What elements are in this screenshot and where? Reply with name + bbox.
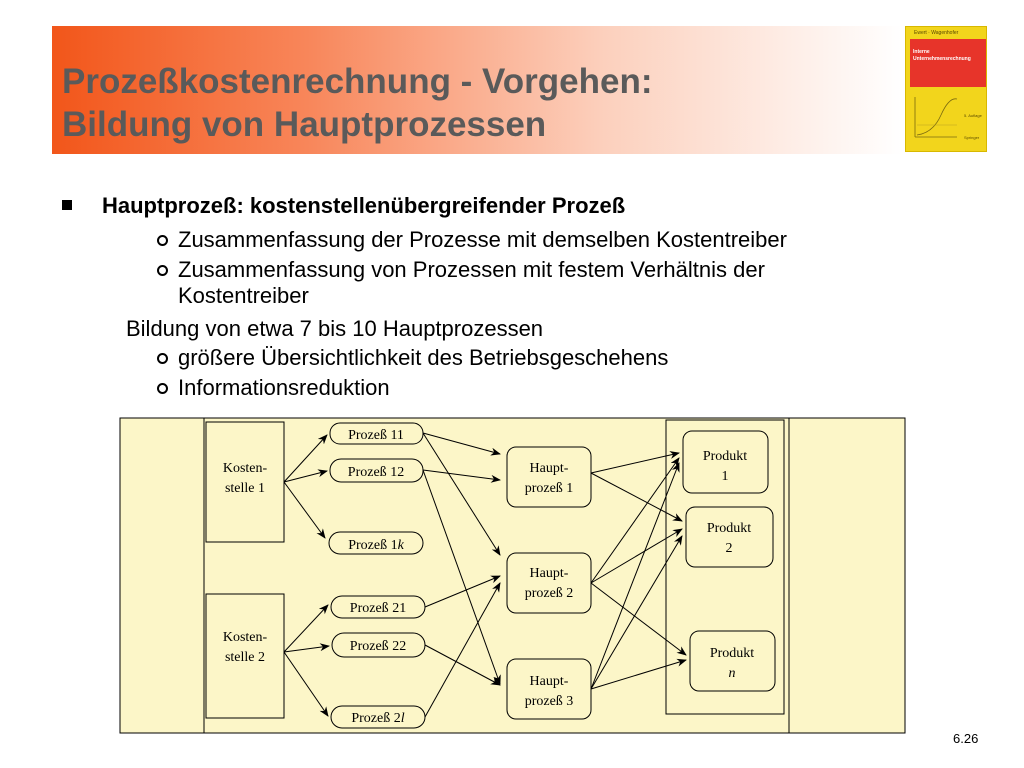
produkt-1-line1: Produkt [702, 449, 748, 464]
prozess-21-index: 21 [392, 601, 407, 616]
kostenstelle-2 [206, 594, 284, 718]
slide-title-line2: Bildung von Hauptprozessen [62, 105, 547, 144]
bullet-sub2-line1: Zusammenfassung von Prozessen mit festem Verhältnis der [178, 257, 765, 282]
bullet-sub3: größere Übersichtlichkeit des Betriebsgeschehens [178, 345, 669, 370]
slide-title-line1: Prozeßkostenrechnung - Vorgehen: [62, 62, 653, 101]
bullet-main-text: Hauptprozeß: kostenstellenübergreifender Prozeß [102, 193, 626, 218]
produkt-1-line2: 1 [721, 469, 729, 484]
prozess-1k [329, 532, 423, 554]
produkt-n-line2: n [728, 666, 736, 681]
svg-text:Prozeß 21 [350, 601, 406, 616]
bullet-sub2-line2: Kostentreiber [178, 283, 309, 308]
hauptprozess-3 [507, 659, 591, 719]
hauptprozess-3-line1: Haupt- [529, 674, 569, 689]
svg-text:Prozeß 11 [348, 428, 404, 443]
bullet-sub4: Informationsreduktion [178, 375, 390, 400]
prozess-2l-index: 2 [393, 711, 401, 726]
prozess-22-index: 22 [392, 639, 407, 654]
svg-text:Prozeß 1k [348, 538, 404, 553]
prozess-2l [331, 706, 425, 728]
prozess-12 [330, 459, 423, 482]
book-publisher: Springer [964, 135, 980, 140]
prozess-1k-index: 1 [390, 538, 398, 553]
book-edition: 5. Auflage [964, 113, 982, 118]
svg-text:Prozeß 12 [348, 465, 404, 480]
prozess-1k-base: Prozeß [348, 538, 391, 553]
hauptprozess-2 [507, 553, 591, 613]
produkt-n [690, 631, 775, 691]
prozess-22-base: Prozeß [349, 639, 393, 654]
hauptprozess-2-line2: prozeß 2 [524, 586, 574, 601]
prozess-11-base: Prozeß [348, 428, 391, 443]
kostenstelle-1 [206, 422, 284, 542]
kostenstelle-1-line1: Kosten- [222, 461, 268, 476]
prozess-21 [331, 596, 425, 618]
bullet-sub1: Zusammenfassung der Prozesse mit demselben Kostentreiber [178, 227, 787, 252]
kostenstelle-1-line2: stelle 1 [224, 481, 266, 496]
prozess-2l-base: Prozeß [351, 711, 394, 726]
prozess-11 [330, 423, 423, 444]
produkt-2-line1: Produkt [706, 521, 752, 536]
hauptprozess-3-line2: prozeß 3 [524, 694, 574, 709]
book-title-line1: Interne [913, 49, 930, 55]
prozess-2l-italic: l [400, 711, 405, 726]
produkt-n-line1: Produkt [709, 646, 755, 661]
kostenstelle-2-line1: Kosten- [222, 630, 268, 645]
prozess-21-base: Prozeß [349, 601, 393, 616]
prozess-1k-italic: k [397, 538, 404, 553]
hauptprozess-1-line1: Haupt- [529, 461, 569, 476]
produkt-1 [683, 431, 768, 493]
hauptprozess-1-line2: prozeß 1 [524, 481, 574, 496]
svg-text:Prozeß 2l [351, 711, 404, 726]
prozess-12-index: 12 [390, 465, 405, 480]
page-number: 6.26 [953, 731, 979, 746]
book-title-line2: Unternehmensrechnung [913, 56, 971, 62]
prozess-22 [332, 633, 425, 657]
prozess-12-base: Prozeß [347, 465, 391, 480]
hauptprozess-1 [507, 447, 591, 507]
book-authors: Ewert · Wagenhofer [914, 30, 959, 36]
svg-text:Prozeß 22 [350, 639, 406, 654]
produkt-2-line2: 2 [725, 541, 733, 556]
bullet-plain: Bildung von etwa 7 bis 10 Hauptprozessen [126, 316, 544, 341]
kostenstelle-2-line2: stelle 2 [224, 650, 266, 665]
prozess-11-index: 11 [390, 428, 404, 443]
hauptprozess-2-line1: Haupt- [529, 566, 569, 581]
produkt-2 [686, 507, 773, 567]
